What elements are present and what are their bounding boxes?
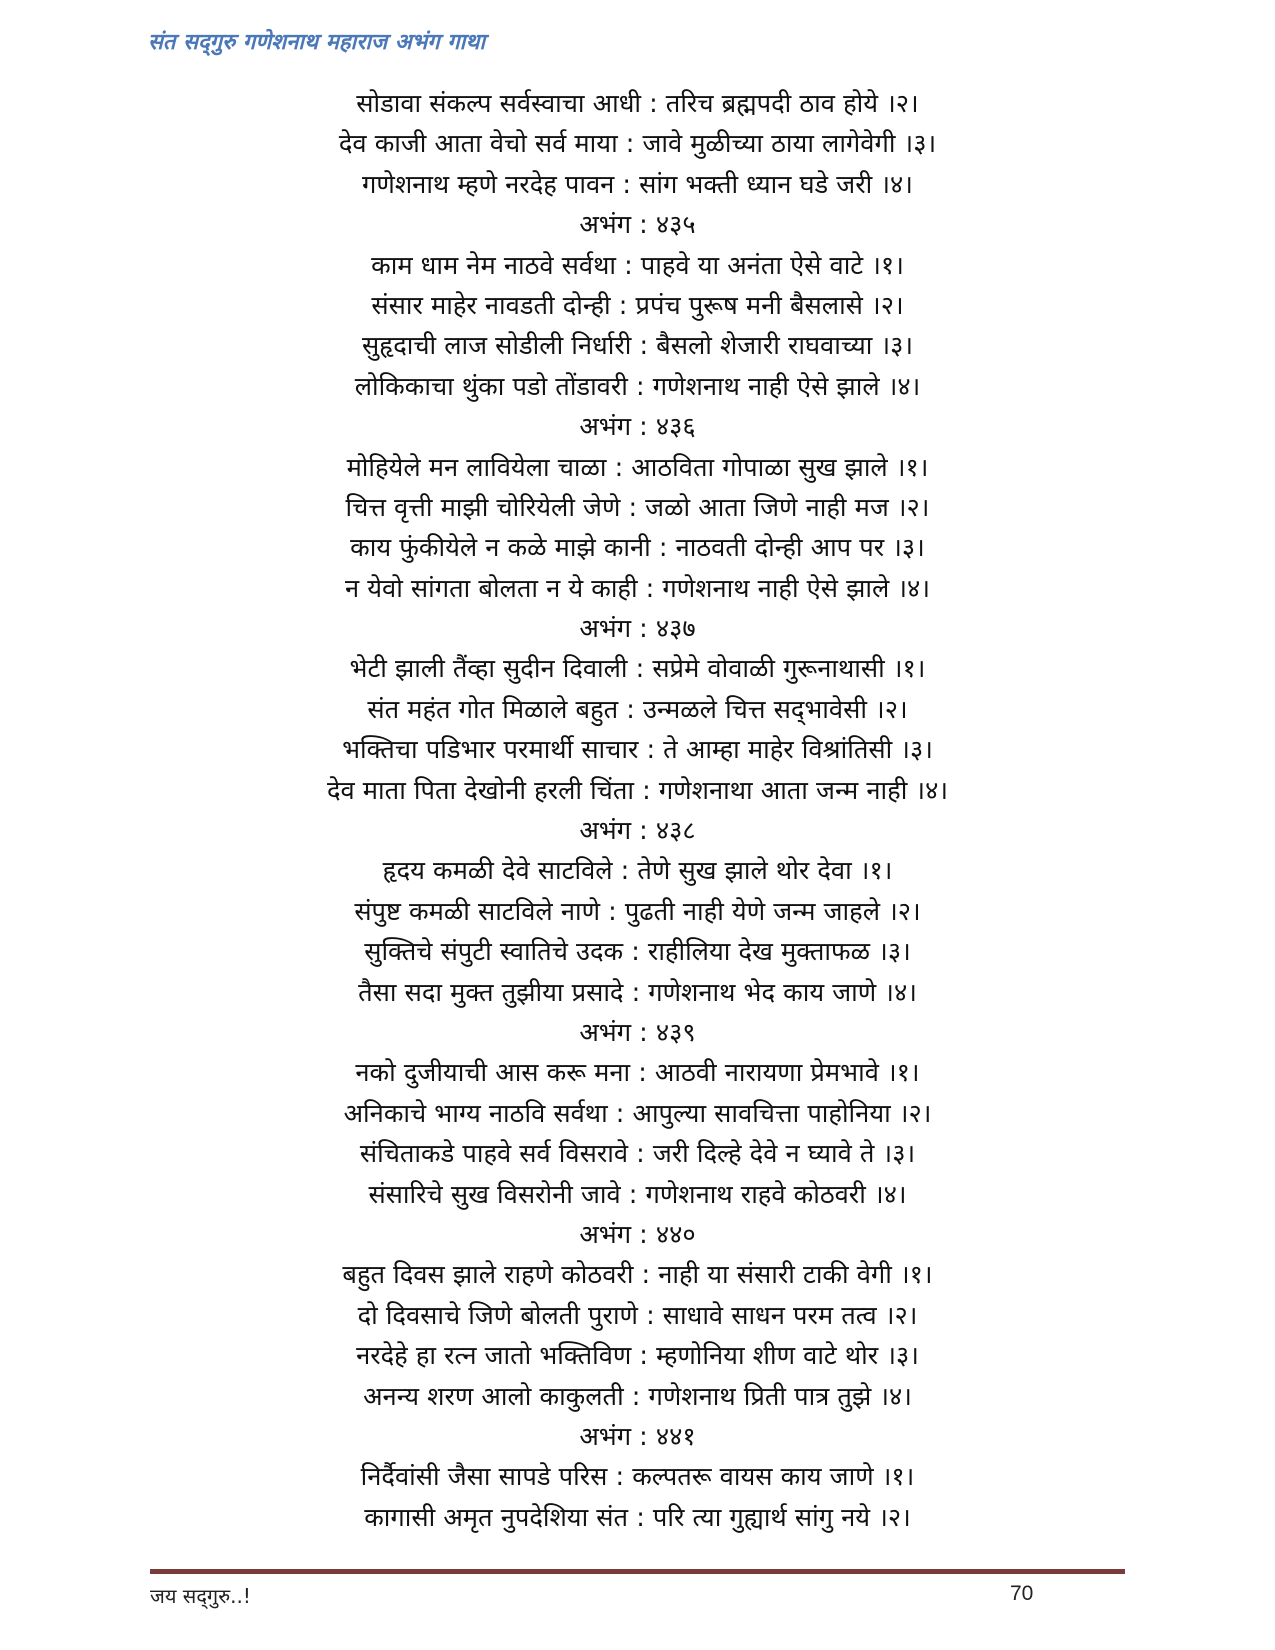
page-number: 70 <box>1010 1582 1034 1605</box>
footer-text: जय सद्‌गुरु..! <box>150 1584 251 1608</box>
verse-line: न येवो सांगता बोलता न ये काही : गणेशनाथ नाही ऐसे झाले ।४। <box>345 573 930 604</box>
verse-line: संसारिचे सुख विसरोनी जावे : गणेशनाथ राहवे कोठवरी ।४। <box>368 1179 907 1210</box>
verse-line: लोकिकाचा थुंका पडो तोंडावरी : गणेशनाथ नाही ऐसे झाले ।४। <box>354 371 921 402</box>
verse-line: दो दिवसाचे जिणे बोलती पुराणे : साधावे साधन परम तत्व ।२। <box>357 1300 918 1331</box>
verse-line: अनन्य शरण आलो काकुलती : गणेशनाथ प्रिती पात्र तुझे ।४। <box>363 1381 912 1412</box>
verse-line: तैसा सदा मुक्त तुझीया प्रसादे : गणेशनाथ भेद काय जाणे ।४। <box>358 977 917 1008</box>
verse-line: संपुष्ट कमळी साटविले नाणे : पुढती नाही येणे जन्म जाहले ।२। <box>354 896 921 927</box>
abhang-heading: अभंग : ४३६ <box>579 412 696 443</box>
verse-line: सुहृदाची लाज सोडीली निर्धारी : बैसलो शेजारी राघवाच्या ।३। <box>361 331 914 362</box>
verse-line: देव माता पिता देखोनी हरली चिंता : गणेशनाथा आता जन्म नाही ।४। <box>326 775 948 806</box>
verse-line: भक्तिचा पडिभार परमार्थी साचार : ते आम्हा माहेर विश्रांतिसी ।३। <box>342 735 933 766</box>
abhang-text-block <box>150 84 1125 1538</box>
verse-line: देव काजी आता वेचो सर्व माया : जावे मुळीच्या ठाया लागेवेगी ।३। <box>338 129 937 160</box>
verse-line: संसार माहेर नावडती दोन्ही : प्रपंच पुरूष मनी बैसलासे ।२। <box>371 290 904 321</box>
verse-line: गणेशनाथ म्हणे नरदेह पावन : सांग भक्ती ध्यान घडे जरी ।४। <box>362 169 913 200</box>
verse-line: भेटी झाली तैंव्हा सुदीन दिवाली : सप्रेमे वोवाळी गुरूनाथासी ।१। <box>349 654 926 685</box>
verse-line: संचिताकडे पाहवे सर्व विसरावे : जरी दिल्हे देवे न घ्यावे ते ।३। <box>359 1139 916 1170</box>
verse-line: कागासी अमृत नुपदेशिया संत : परि त्या गुह्यार्थ सांगु नये ।२। <box>364 1502 911 1533</box>
verse-line: संत महंत गोत मिळाले बहुत : उन्मळले चित्त सद्‌भावेसी ।२। <box>367 694 908 725</box>
abhang-heading: अभंग : ४३५ <box>579 210 696 241</box>
abhang-heading: अभंग : ४४० <box>579 1219 696 1250</box>
abhang-heading: अभंग : ४४१ <box>579 1421 696 1452</box>
abhang-heading: अभंग : ४३९ <box>579 1017 696 1048</box>
abhang-heading: अभंग : ४३८ <box>579 816 696 847</box>
verse-line: सोडावा संकल्प सर्वस्वाचा आधी : तरिच ब्रह्मपदी ठाव होये ।२। <box>356 89 919 119</box>
abhang-heading: अभंग : ४३७ <box>579 614 696 645</box>
verse-line: हृदय कमळी देवे साटविले : तेणे सुख झाले थोर देवा ।१। <box>382 856 893 887</box>
verse-line: अनिकाचे भाग्य नाठवि सर्वथा : आपुल्या सावचित्ता पाहोनिया ।२। <box>343 1098 932 1129</box>
verse-line: बहुत दिवस झाले राहणे कोठवरी : नाही या संसारी टाकी वेगी ।१। <box>342 1260 933 1291</box>
verse-line: काय फुंकीयेले न कळे माझे कानी : नाठवती दोन्ही आप पर ।३। <box>350 533 925 564</box>
verse-line: निर्दैवांसी जैसा सापडे परिस : कल्पतरू वायस काय जाणे ।१। <box>360 1462 915 1493</box>
verse-line: सुक्तिचे संपुटी स्वातिचे उदक : राहीलिया देख मुक्ताफळ ।३। <box>364 937 911 968</box>
running-header: संत सद्‌गुरु गणेशनाथ महाराज अभंग गाथा <box>148 30 486 55</box>
verse-line: मोहियेले मन लावियेला चाळा : आठविता गोपाळा सुख झाले ।१। <box>346 452 929 483</box>
footer-divider <box>150 1569 1125 1574</box>
verse-line: नको दुजीयाची आस करू मना : आठवी नारायणा प्रेमभावे ।१। <box>355 1058 920 1089</box>
verse-line: नरदेहे हा रत्न जातो भक्तिविण : म्हणोनिया शीण वाटे थोर ।३। <box>356 1341 919 1372</box>
verse-line: चित्त वृत्ती माझी चोरियेली जेणे : जळो आता जिणे नाही मज ।२। <box>345 492 930 523</box>
verse-line: काम धाम नेम नाठवे सर्वथा : पाहवे या अनंता ऐसे वाटे ।१। <box>371 250 904 281</box>
